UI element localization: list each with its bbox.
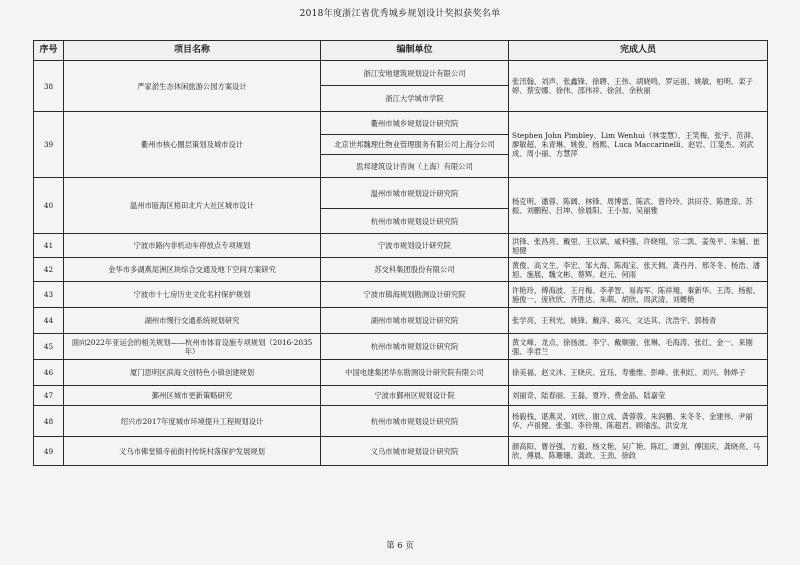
header-people: 完成人员 [509, 41, 768, 61]
row-number: 47 [34, 386, 64, 406]
team-members: 许艳玲、傅海波、王月梅、李孝智、易海军、陈祥翔、秦新华、王涛、杨振、施俊一、庞欣欣、齐胜达、朱萌、胡欣、周武清、刘姗艳 [509, 282, 768, 308]
organization-name: 中国电建集团华东勘测设计研究院有限公司 [321, 360, 509, 386]
row-number: 40 [34, 178, 64, 234]
project-name: 宁波市十七房历史文化名村保护规划 [64, 282, 321, 308]
project-name: 宁波市路内非机动车停放点专项规划 [64, 234, 321, 258]
organization-name: 浙江大学城市学院 [321, 86, 509, 112]
organization-name: 宁波市规划设计研究院 [321, 234, 509, 258]
organization-name: 温州市城市规划设计研究院 [321, 178, 509, 209]
project-name: 绍兴市2017年度城市环境提升工程规划设计 [64, 406, 321, 437]
team-members: 张学亮、王利光、姚锋、戴洋、葛兴、文达其、沈浩宇、郭杨青 [509, 308, 768, 334]
organization-name: 湖州市城市规划设计研究院 [321, 308, 509, 334]
team-members: 徐美福、赵文沐、王晓庆、宜珏、寿雅维、彭峰、张利红、刘兴、韩烨子 [509, 360, 768, 386]
table-row [34, 258, 768, 282]
project-name: 严家淤生态休闲旅游公园方案设计 [64, 61, 321, 112]
organization-name: 北京世邦魏理仕物业管理服务有限公司上海分公司 [321, 135, 509, 155]
project-name: 鄞州区城市更新策略研究 [64, 386, 321, 406]
organization-name: 宁波市镇海规划勘测设计研究院 [321, 282, 509, 308]
page-number: 第 6 页 [386, 541, 414, 551]
row-number: 44 [34, 308, 64, 334]
table-row [34, 234, 768, 258]
header-num: 序号 [34, 41, 64, 61]
team-members: 颜高阳、曹谷强、方毅、杨文艳、吴广艳、陈红、谭剑、傅国庆、龚晓亮、马欣、傅晨、陈珊珊、龚政、王劲、徐政 [509, 437, 768, 466]
row-number: 38 [34, 61, 64, 112]
team-members: 洪锋、张昌亮、戴里、王以斌、咸科强、许晓翔、宗二凯、姜兔平、朱辅、崔旭健 [509, 234, 768, 258]
row-number: 41 [34, 234, 64, 258]
team-members: 杨克明、潘蓉、陈阔、林锋、周博雷、陈武、曾玲玲、洪田芬、陈胜琼、苏振、刘鹏程、吕坤、徐晨阳、王小加、吴丽雅 [509, 178, 768, 234]
table-row [34, 437, 768, 466]
row-number: 42 [34, 258, 64, 282]
project-name: 面向2022年亚运会的相关规划——杭州市体育设施专项规划（2016-2035年） [64, 334, 321, 360]
organization-name: 思邦建筑设计咨询（上海）有限公司 [321, 155, 509, 178]
table-row [34, 386, 768, 406]
organization-name: 苏交科集团股份有限公司 [321, 258, 509, 282]
team-members: Stephen John Pimbley、Lim Wenhui（林雯慧）、王笑梅、张宇、范湃、廖敏超、朱青琳、姚俊、杨熙、Luca Maccarinelli、赵岩、江斐杰、刘武成、周小丽、方慧萍 [509, 112, 768, 178]
project-name: 义乌市佛堂镇寺前街村传统村落保护发展规划 [64, 437, 321, 466]
project-name: 厦门思明区滨海文创特色小镇创建规划 [64, 360, 321, 386]
row-number: 49 [34, 437, 64, 466]
project-name: 衢州市核心圈层策划及城市设计 [64, 112, 321, 178]
row-number: 48 [34, 406, 64, 437]
table-row [34, 334, 768, 360]
project-name: 湖州市慢行交通系统规划研究 [64, 308, 321, 334]
table-row [34, 112, 768, 135]
award-table [33, 40, 768, 466]
team-members: 张汛翰、刘声、张鑫锋、徐聘、王伟、胡晓鸣、罗运祖、姚敏、柏明、栾子婷、蔡安娜、徐伟、邵伟祥、徐剑、余秋丽 [509, 61, 768, 112]
header-row [34, 41, 768, 61]
table-row [34, 178, 768, 209]
row-number: 39 [34, 112, 64, 178]
header-unit: 编制单位 [321, 41, 509, 61]
organization-name: 浙江安地建筑规划设计有限公司 [321, 61, 509, 86]
team-members: 杨毅栈、谌燕灵、刘欣、谢立成、龚蓉蓉、朱润鹏、朱冬冬、金建伟、尹丽华、卢祖健、张强、李铃翔、陈超君、顾瑜泓、洪安龙 [509, 406, 768, 437]
table-row [34, 61, 768, 86]
table-row [34, 308, 768, 334]
document-title: 2018年度浙江省优秀城乡规划设计奖拟获奖名单 [299, 9, 501, 19]
organization-name: 杭州市城市规划设计研究院 [321, 334, 509, 360]
team-members: 黄文峰、龙点、徐扬波、李宁、戴顺骏、张琳、毛海涛、张红、金一、来刚强、李君兰 [509, 334, 768, 360]
header-project: 项目名称 [64, 41, 321, 61]
organization-name: 宁波市鄞州区规划设计院 [321, 386, 509, 406]
project-name: 金华市多湖燕尾洲区块综合交通及地下空间方案研究 [64, 258, 321, 282]
row-number: 45 [34, 334, 64, 360]
table-row [34, 406, 768, 437]
table-row [34, 360, 768, 386]
organization-name: 杭州市城市规划设计研究院 [321, 406, 509, 437]
organization-name: 义乌市城市规划设计研究院 [321, 437, 509, 466]
table-row [34, 282, 768, 308]
organization-name: 衢州市城乡规划设计研究院 [321, 112, 509, 135]
team-members: 黄俊、高文生、李宏、邹大海、陈海宝、张天倜、龚丹丹、邢冬冬、杨浩、潘旭、施展、魏文彬、蔡辉、赵元、何雨 [509, 258, 768, 282]
organization-name: 杭州市城市规划设计研究院 [321, 209, 509, 234]
row-number: 46 [34, 360, 64, 386]
row-number: 43 [34, 282, 64, 308]
project-name: 温州市瓯海区梧田北片大社区城市设计 [64, 178, 321, 234]
team-members: 刘丽奇、陆春丽、王磊、夏玲、费金晶、陆嘉莹 [509, 386, 768, 406]
